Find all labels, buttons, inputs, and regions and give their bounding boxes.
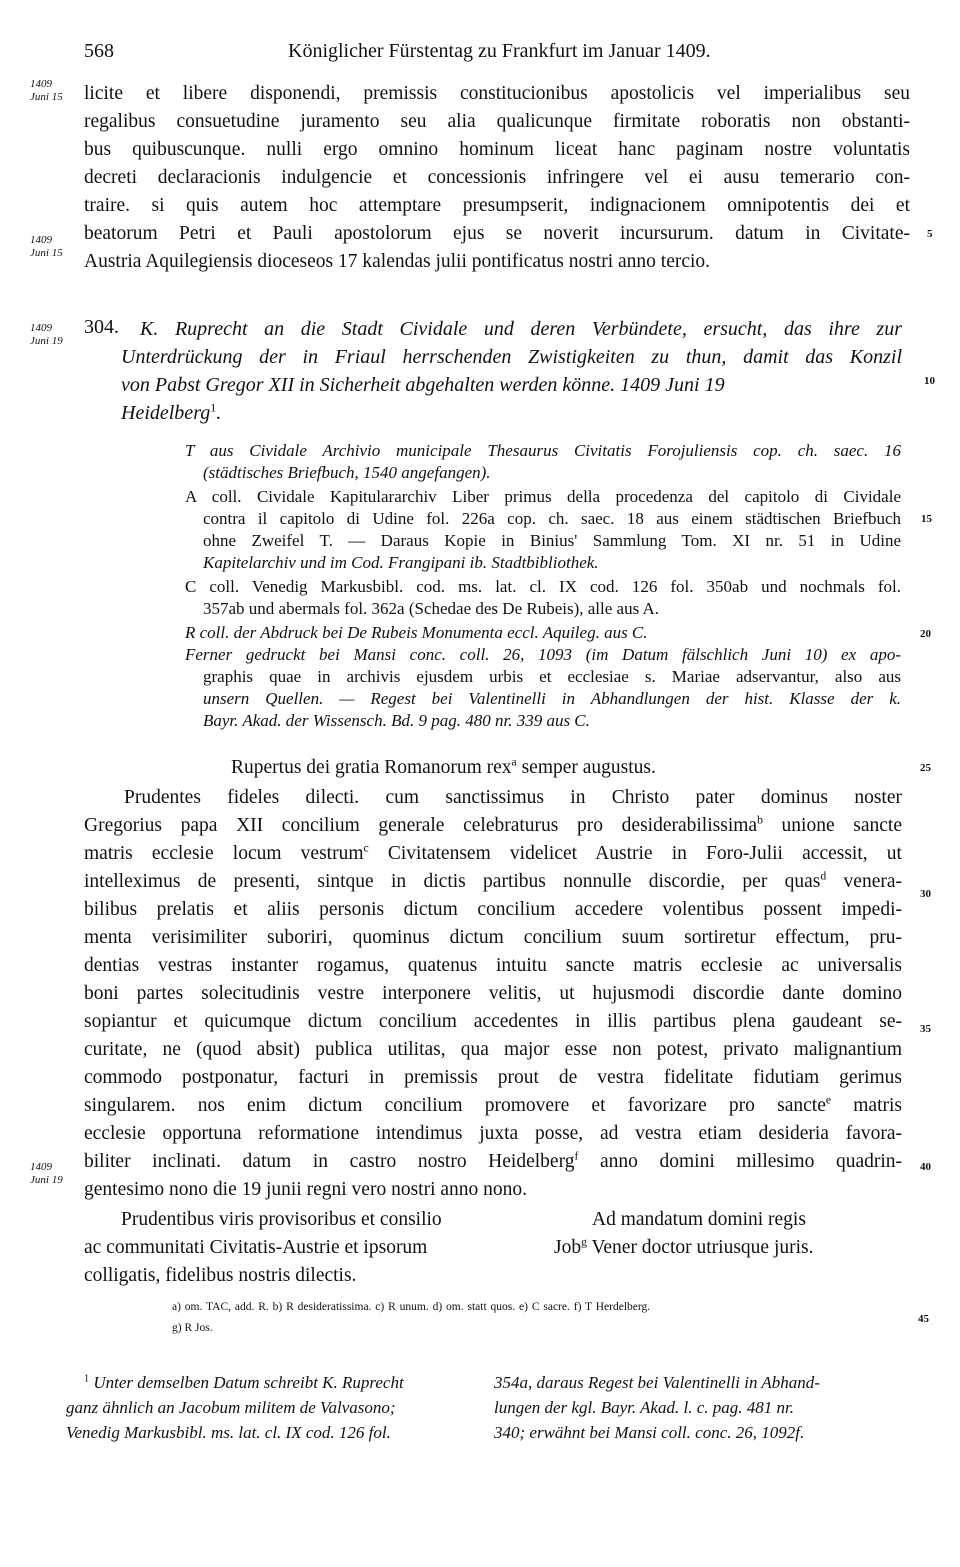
source-line: graphis quae in archivis ejusdem urbis et ecclesiae s. Mariae adservantur, also aus [203, 667, 901, 686]
footnote-line: 354a, daraus Regest bei Valentinelli in Abhand- [494, 1373, 820, 1392]
source-line: A coll. Cividale Kapitulararchiv Liber primus della procedenza del capitolo di Cividale [185, 487, 901, 506]
address-line: colligatis, fidelibus nostris dilectis. [84, 1265, 357, 1286]
source-line: unsern Quellen. — Regest bei Valentinelli in Abhandlungen der hist. Klasse der k. [203, 689, 901, 708]
chancery-note [554, 1236, 814, 1260]
text-line: licite et libere disponendi, premissis constitucionibus apostolicis vel imperialibus seu [84, 83, 910, 104]
chancery-note: Ad mandatum domini regis [592, 1209, 806, 1230]
apparatus-ref: g [581, 1235, 587, 1249]
text-line: beatorum Petri et Pauli apostolorum ejus se noverit incursurum. datum in Civitate- [84, 223, 910, 244]
text-line: decreti declaracionis indulgencie et concessionis infringere vel ei ausu temerario con- [84, 167, 910, 188]
line-number: 5 [927, 228, 933, 240]
document-title: Heidelberg$^1$. [121, 400, 222, 424]
letter-text: intelleximus de presenti, sintque in dictis partibus nonnulle discordie, per quas [84, 871, 821, 892]
apparatus-ref: a [511, 755, 517, 769]
letter-text: biliter inclinati. datum in castro nostro Heidelberg [84, 1151, 575, 1172]
source-line: Bayr. Akad. der Wissensch. Bd. 9 pag. 480 nr. 339 aus C. [203, 711, 590, 730]
letter-text: venera- [826, 871, 903, 892]
apparatus-ref: b [757, 813, 763, 827]
letter-line: Prudentes fideles dilecti. cum sanctissimus in Christo pater dominus noster [124, 787, 902, 808]
document-title: Unterdrückung der in Friaul herrschenden Zwistigkeiten zu thun, damit das Konzil [121, 346, 902, 368]
margin-date: Juni 19 [30, 335, 63, 347]
letter-line: boni partes solecitudinis vestre interponere velitis, ut hujusmodi discordie dante domino [84, 983, 902, 1004]
source-line: (städtisches Briefbuch, 1540 angefangen). [203, 463, 491, 482]
document-number: 304. [84, 316, 119, 338]
margin-note [30, 234, 63, 260]
apparatus-ref: f [574, 1149, 579, 1163]
letter-line: gentesimo nono die 19 junii regni vero nostri anno nono. [84, 1179, 528, 1200]
source-line: 357ab und abermals fol. 362a (Schedae des De Rubeis), alle aus A. [203, 599, 660, 618]
salutation-text: semper augustus. [516, 757, 656, 778]
letter-text: Gregorius papa XII concilium generale celebraturus pro desiderabilissima [84, 815, 758, 836]
source-line: Kapitelarchiv und im Cod. Frangipani ib. Stadtbibliothek. [203, 553, 599, 572]
source-line: C coll. Venedig Markusbibl. cod. ms. lat. cl. IX cod. 126 fol. 350ab und nochmals fol. [185, 577, 901, 596]
footnote-line [84, 1370, 404, 1395]
footnote-line: ganz ähnlich an Jacobum militem de Valvasono; [66, 1398, 396, 1417]
chancery-text: Job [554, 1237, 582, 1258]
footnote-line: 340; erwähnt bei Mansi coll. conc. 26, 1092f. [494, 1423, 805, 1442]
line-number: 20 [920, 628, 931, 640]
line-number: 25 [920, 762, 931, 774]
letter-line [84, 1094, 902, 1118]
margin-note [30, 322, 63, 348]
letter-text: unione sancte [762, 815, 902, 836]
line-number: 40 [920, 1161, 931, 1173]
footnote-text: Unter demselben Datum schreibt K. Ruprecht [93, 1373, 404, 1392]
letter-line: curitate, ne (quod absit) publica utilitas, qua major esse non potest, privato malignantium [84, 1039, 902, 1060]
letter-text: Civitatensem videlicet Austrie in Foro-Julii accessit, ut [368, 843, 902, 864]
letter-line [84, 814, 902, 838]
line-number: 35 [920, 1023, 931, 1035]
text-line: traire. si quis autem hoc attemptare presumpserit, indignacionem omnipotentis dei et [84, 195, 910, 216]
margin-year: 1409 [30, 322, 52, 334]
margin-year: 1409 [30, 1161, 52, 1173]
letter-line [84, 1150, 902, 1174]
apparatus-ref: d [820, 869, 827, 883]
line-number: 15 [921, 513, 932, 525]
document-title: von Pabst Gregor XII in Sicherheit abgehalten werden könne. 1409 Juni 19 [121, 374, 725, 396]
margin-date: Juni 15 [30, 247, 63, 259]
line-number: 45 [918, 1313, 929, 1325]
margin-note [30, 78, 63, 104]
source-line: R coll. der Abdruck bei De Rubeis Monumenta eccl. Aquileg. aus C. [185, 623, 648, 642]
letter-text: matris ecclesie locum vestrum [84, 843, 364, 864]
letter-line: sopiantur et quicumque dictum concilium accedentes in illis partibus plena gaudeant se- [84, 1011, 902, 1032]
footnote-ref: 1 [210, 400, 217, 415]
text-line: regalibus consuetudine juramento seu alia qualicunque firmitate roboratis non obstanti- [84, 111, 910, 132]
margin-date: Juni 19 [30, 1174, 63, 1186]
document-title-end: Heidelberg [121, 402, 211, 424]
source-line: contra il capitolo di Udine fol. 226a cop. ch. saec. 18 aus einem städtischen Briefbuch [203, 509, 901, 528]
letter-line: ecclesie opportuna reformatione intendimus juxta posse, ad vestra etiam desideria favora- [84, 1123, 902, 1144]
text-line: bus quibuscunque. nulli ergo omnino hominum liceat hanc paginam nostre voluntatis [84, 139, 910, 160]
margin-year: 1409 [30, 234, 52, 246]
margin-year: 1409 [30, 78, 52, 90]
letter-line: bilibus prelatis et aliis personis dictum concilium accedere volentibus possent impedi- [84, 899, 902, 920]
apparatus-line: a) om. TAC, add. R. b) R desideratissima. c) R unum. d) om. statt quos. e) C sacre. f) T Herdelberg. [172, 1301, 651, 1313]
page-number: 568 [84, 40, 114, 62]
letter-line [84, 842, 902, 866]
chancery-text: Vener doctor utriusque juris. [586, 1237, 814, 1258]
letter-line: commodo postponatur, facturi in premissis prout de vestra fidelitate fidutiam gerimus [84, 1067, 902, 1088]
apparatus-ref: e [825, 1093, 832, 1107]
letter-text: singularem. nos enim dictum concilium promovere et favorizare pro sancte [84, 1095, 826, 1116]
text-line: Austria Aquilegiensis dioceseos 17 kalendas julii pontificatus nostri anno tercio. [84, 251, 711, 272]
line-number: 30 [920, 888, 931, 900]
letter-line [84, 870, 902, 894]
margin-date: Juni 15 [30, 91, 63, 103]
letter-text: anno domini millesimo quadrin- [578, 1151, 903, 1172]
letter-line: dentias vestras instanter rogamus, quatenus intuitu sancte matris ecclesie ac universalis [84, 955, 902, 976]
address-line: Prudentibus viris provisoribus et consilio [121, 1209, 442, 1230]
footnote-line: lungen der kgl. Bayr. Akad. l. c. pag. 481 nr. [494, 1398, 794, 1417]
footnote-line: Venedig Markusbibl. ms. lat. cl. IX cod. 126 fol. [66, 1423, 391, 1442]
source-line: Ferner gedruckt bei Mansi conc. coll. 26, 1093 (im Datum fälschlich Juni 10) ex apo- [185, 645, 901, 664]
address-line: ac communitati Civitatis-Austrie et ipsorum [84, 1237, 428, 1258]
letter-line: menta verisimiliter suboriri, quominus dictum concilium suum sortiretur effectum, pru- [84, 927, 902, 948]
source-line: T aus Cividale Archivio municipale Thesaurus Civitatis Forojuliensis cop. ch. saec. 16 [185, 441, 901, 460]
salutation [231, 756, 656, 780]
footnote-marker: 1 [84, 1373, 90, 1385]
margin-note [30, 1161, 63, 1187]
document-title: K. Ruprecht an die Stadt Cividale und deren Verbündete, ersucht, das ihre zur [140, 318, 902, 340]
salutation-text: Rupertus dei gratia Romanorum rex [231, 757, 512, 778]
apparatus-line: g) R Jos. [172, 1322, 213, 1334]
apparatus-ref: c [363, 841, 369, 855]
letter-text: matris [831, 1095, 902, 1116]
line-number: 10 [924, 375, 935, 387]
source-line: ohne Zweifel T. — Daraus Kopie in Binius' Sammlung Tom. XI nr. 51 in Udine [203, 531, 901, 550]
running-title: Königlicher Fürstentag zu Frankfurt im Januar 1409. [288, 40, 711, 62]
